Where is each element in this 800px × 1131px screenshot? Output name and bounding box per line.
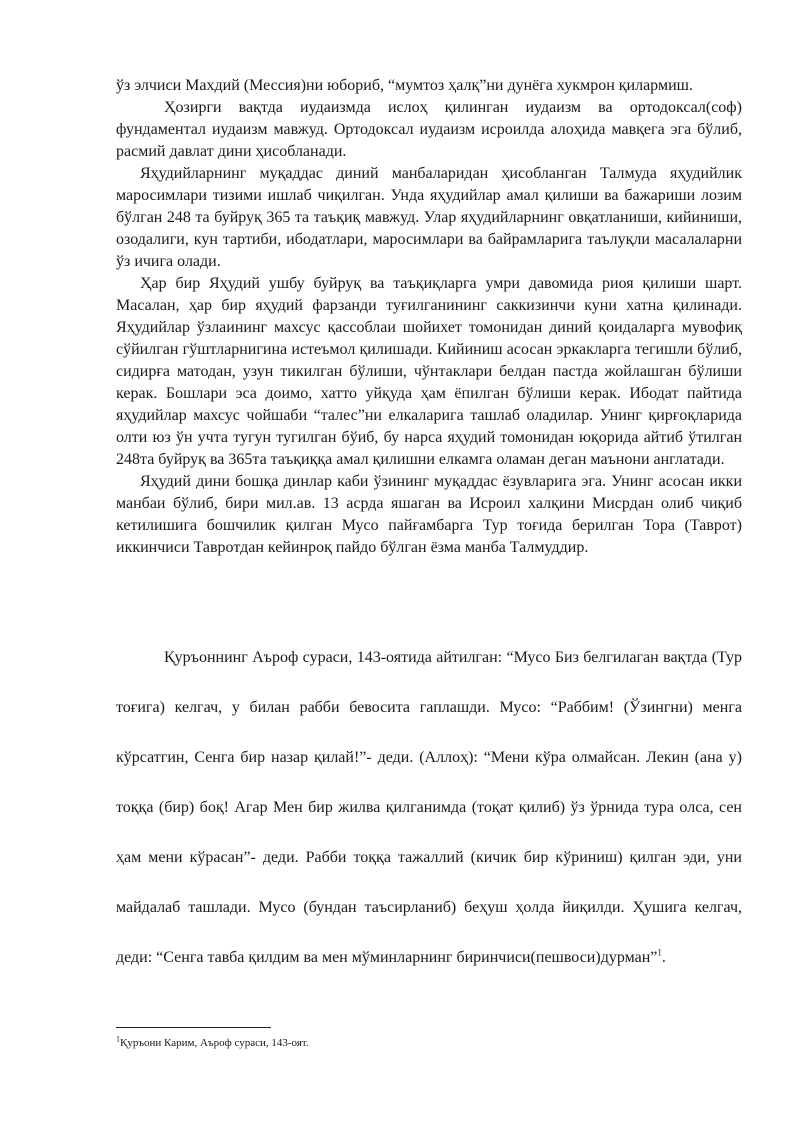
paragraph: ўз элчиси Махдий (Мессия)ни юбориб, “мумтоз ҳалқ”ни дунёга хукмрон қилармиш.: [116, 77, 693, 94]
paragraph-quote: Қуръоннинг Аъроф сураси, 143-оятида айтилган: “Мусо Биз белгилаган вақтда (Тур тоғига) келгач, у билан рабби бевосита гаплашди. Мусо: “Раббим! (Ўзингни) менга кўрсатгин, Сенга бир назар қилай!”- деди. (Аллоҳ): “Мени кўра олмайсан. Лекин (ана у) тоққа (бир) боқ! Агар Мен бир жилва қилганимда (тоқат қилиб) ўз ўрнида тура олса, сен ҳам мени кўрасан”- деди. Рабби тоққа тажаллий (кичик бир кўриниш) қилган эди, уни майдалаб ташлади. Мусо (бундан таъсирланиб) беҳуш ҳолда йиқилди. Ҳушига келгач, деди: “Сенга тавба қилдим ва мен мўминларнинг биринчиси(пешвоси)дурман”$^1$.: [116, 649, 742, 966]
paragraph: Ҳозирги вақтда иудаизмда ислоҳ қилинган иудаизм ва ортодоксал(соф) фундаментал иудаизм мавжуд. Ортодоксал иудаизм исроилда алоҳида мавқега эга бўлиб, расмий давлат дини ҳисобланади.: [116, 99, 742, 160]
paragraph: Ҳар бир Яҳудий ушбу буйруқ ва таъқиқларга умри давомида риоя қилиши шарт. Масалан, ҳар бир яҳудий фарзанди туғилганининг саккизинчи куни хатна қилинади. Яҳудийлар ўзлаининг махсус қассоблаи шойихет томонидан диний қоидаларга мувофиқ сўйилган гўштларнигина истеъмол қилишади. Кийиниш асосан эркакларга тегишли бўлиб, сидирға матодан, узун тикилган бўлиши, чўнтаклари белдан пастда жойлашган бўлиши керак. Бошлари эса доимо, хатто уйқуда ҳам ёпилган бўлиши керак. Ибодат пайтида яҳудийлар махсус чойшаби “талес”ни елкаларига ташлаб оладилар. Унинг қирғоқларида олти юз ўн учта тугун тугилган бўиб, бу нарса яҳудий томонидан юқорида айтиб ўтилган 248та буйруқ ва 365та таъқиққа амал қилишни елкамга оламан деган маънони англатади.: [116, 275, 742, 468]
footnote: [116, 1036, 742, 1050]
body-text: [116, 75, 742, 559]
footnote-reference[interactable]: 1: [657, 947, 662, 958]
paragraph: Яҳудийларнинг муқаддас диний манбаларидан ҳисобланган Талмуда яҳудийлик маросимлари тизими ишлаб чиқилган. Унда яҳудийлар амал қилиши ва бажариши лозим бўлган 248 та буйруқ 365 та таъқиқ мавжуд. Улар яҳудийларнинг овқатланиши, кийиниши, озодалиги, кун тартиби, ибодатлари, маросимлари ва байрамларига таълуқли масалаларни ўз ичига олади.: [116, 165, 742, 270]
quote-text: Қуръоннинг Аъроф сураси, 143-оятида айтилган: “Мусо Биз белгилаган вақтда (Тур тоғига) келгач, у билан рабби бевосита гаплашди. Мусо: “Раббим! (Ўзингни) менга кўрсатгин, Сенга бир назар қилай!”- деди. (Аллоҳ): “Мени кўра олмайсан. Лекин (ана у) тоққа (бир) боқ! Агар Мен бир жилва қилганимда (тоқат қилиб) ўз ўрнида тура олса, сен ҳам мени кўрасан”- деди. Рабби тоққа тажаллий (кичик бир кўриниш) қилган эди, уни майдалаб ташлади. Мусо (бундан таъсирланиб) беҳуш ҳолда йиқилди. Ҳушига келгач, деди: “Сенга тавба қилдим ва мен мўминларнинг биринчиси(пешвоси)дурман”: [116, 649, 742, 966]
footnote-text: Қуръони Карим, Аъроф сураси, 143-оят.: [120, 1037, 309, 1049]
footnote-separator: [116, 1027, 271, 1028]
quote-paragraph: [116, 633, 742, 983]
paragraph: Яҳудий дини бошқа динлар каби ўзининг муқаддас ёзувларига эга. Унинг асосан икки манбаи бўлиб, бири мил.ав. 13 асрда яшаган ва Исроил халқини Мисрдан олиб чиқиб кетилишига бошчилик қилган Мусо пайғамбарга Тур тоғида берилган Тора (Таврот) иккинчиси Тавротдан кейинроқ пайдо бўлган ёзма манба Талмуддир.: [116, 473, 742, 556]
footnote-number: 1: [116, 1034, 120, 1044]
